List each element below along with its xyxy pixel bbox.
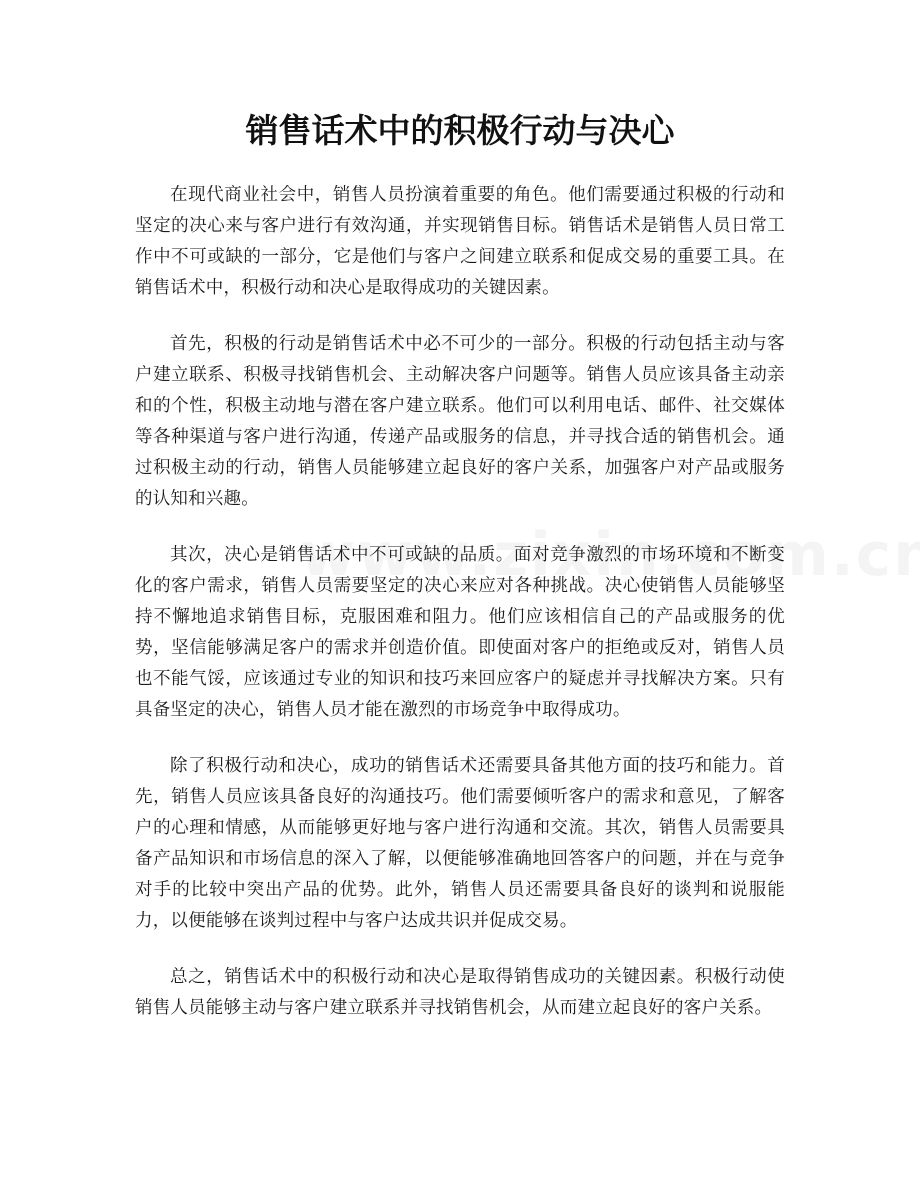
paragraph-1: 在现代商业社会中，销售人员扮演着重要的角色。他们需要通过积极的行动和坚定的决心来与客户进行有效沟通，并实现销售目标。销售话术是销售人员日常工作中不可或缺的一部分，它是他们与客户之间建立联系和促成交易的重要工具。在销售话术中，积极行动和决心是取得成功的关键因素。 bbox=[135, 185, 785, 298]
document-body bbox=[135, 180, 785, 1049]
paragraph-3: 其次，决心是销售话术中不可或缺的品质。面对竞争激烈的市场环境和不断变化的客户需求，销售人员需要坚定的决心来应对各种挑战。决心使销售人员能够坚持不懈地追求销售目标，克服困难和阻力。他们应该相信自己的产品或服务的优势，坚信能够满足客户的需求并创造价值。即使面对客户的拒绝或反对，销售人员也不能气馁，应该通过专业的知识和技巧来回应客户的疑虑并寻找解决方案。只有具备坚定的决心，销售人员才能在激烈的市场竞争中取得成功。 bbox=[135, 545, 785, 720]
document-title: 销售话术中的积极行动与决心 bbox=[245, 111, 675, 150]
paragraph-5: 总之，销售话术中的积极行动和决心是取得销售成功的关键因素。积极行动使销售人员能够主动与客户建立联系并寻找销售机会，从而建立起良好的客户关系。 bbox=[135, 967, 785, 1018]
paragraph-4: 除了积极行动和决心，成功的销售话术还需要具备其他方面的技巧和能力。首先，销售人员应该具备良好的沟通技巧。他们需要倾听客户的需求和意见，了解客户的心理和情感，从而能够更好地与客户进行沟通和交流。其次，销售人员需要具备产品知识和市场信息的深入了解，以便能够准确地回答客户的问题，并在与竞争对手的比较中突出产品的优势。此外，销售人员还需要具备良好的谈判和说服能力，以便能够在谈判过程中与客户达成共识并促成交易。 bbox=[135, 756, 785, 931]
paragraph-2: 首先，积极的行动是销售话术中必不可少的一部分。积极的行动包括主动与客户建立联系、积极寻找销售机会、主动解决客户问题等。销售人员应该具备主动亲和的个性，积极主动地与潜在客户建立联系。他们可以利用电话、邮件、社交媒体等各种渠道与客户进行沟通，传递产品或服务的信息，并寻找合适的销售机会。通过积极主动的行动，销售人员能够建立起良好的客户关系，加强客户对产品或服务的认知和兴趣。 bbox=[135, 334, 785, 509]
